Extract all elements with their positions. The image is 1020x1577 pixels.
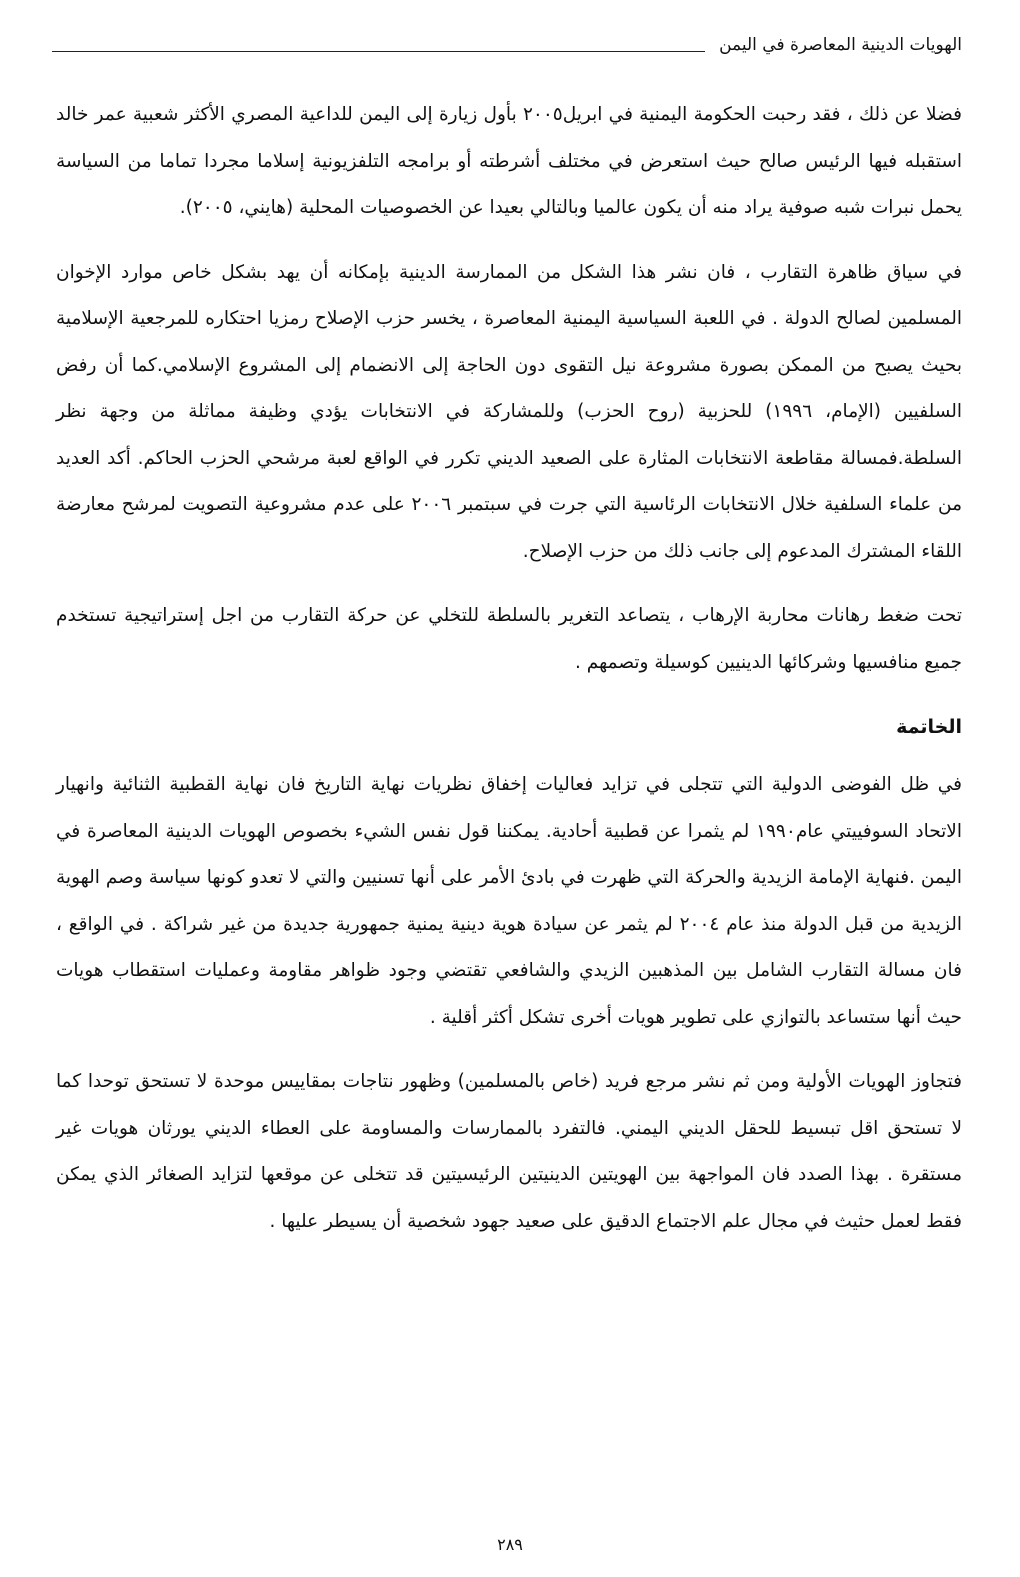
body-text: [56, 92, 962, 1263]
paragraph: في سياق ظاهرة التقارب ، فان نشر هذا الشكل من الممارسة الدينية بإمكانه أن يهد بشكل خاص موارد الإخوان المسلمين لصالح الدولة . في اللعبة السياسية اليمنية المعاصرة ، يخسر حزب الإصلاح رمزيا احتكاره للمرجعية الإسلامية بحيث يصبح من الممكن بصورة مشروعة نيل التقوى دون الحاجة إلى الانضمام إلى المشروع الإسلامي.كما أن رفض السلفيين (الإمام، ١٩٩٦) للحزبية (روح الحزب) وللمشاركة في الانتخابات يؤدي وظيفة مماثلة من وجهة نظر السلطة.فمسالة مقاطعة الانتخابات المثارة على الصعيد الديني تكرر في الواقع لعبة مرشحي الحزب الحاكم. أكد العديد من علماء السلفية خلال الانتخابات الرئاسية التي جرت في سبتمبر ٢٠٠٦ على عدم مشروعية التصويت لمرشح معارضة اللقاء المشترك المدعوم إلى جانب ذلك من حزب الإصلاح.: [56, 261, 963, 562]
section-heading-conclusion: الخاتمة: [896, 716, 962, 738]
paragraph: فضلا عن ذلك ، فقد رحبت الحكومة اليمنية في ابريل٢٠٠٥ بأول زيارة إلى اليمن للداعية المصري الأكثر شعبية عمر خالد استقبله فيها الرئيس صالح حيث استعرض في مختلف أشرطته أو برامجه التلفزيونية إسلاما مجردا تماما من السياسة يحمل نبرات شبه صوفية يراد منه أن يكون عالميا وبالتالي بعيدا عن الخصوصيات المحلية (هايني، ٢٠٠٥).: [56, 104, 962, 218]
page-number: ٢٨٩: [497, 1535, 523, 1554]
paragraph: تحت ضغط رهانات محاربة الإرهاب ، يتصاعد التغرير بالسلطة للتخلي عن حركة التقارب من اجل إستراتيجية تستخدم جميع منافسيها وشركائها الدينيين كوسيلة وتصمهم .: [56, 605, 962, 673]
header-rule: [52, 51, 705, 52]
paragraph: فتجاوز الهويات الأولية ومن ثم نشر مرجع فريد (خاص بالمسلمين) وظهور نتاجات بمقاييس موحدة لا تستحق توحدا كما لا تستحق اقل تبسيط للحقل الديني اليمني. فالتفرد بالممارسات والمساومة على العطاء الديني يورثان هويات غير مستقرة . بهذا الصدد فان المواجهة بين الهويتين الدينيتين الرئيسيتين قد تتخلى عن موقعها لتزايد الصغائر الذي يمكن فقط لعمل حثيث في مجال علم الاجتماع الدقيق على صعيد جهود شخصية أن يسيطر عليها .: [56, 1071, 962, 1232]
running-header-title: الهويات الدينية المعاصرة في اليمن: [719, 35, 962, 55]
paragraph: في ظل الفوضى الدولية التي تتجلى في تزايد فعاليات إخفاق نظريات نهاية التاريخ فان نهاية القطبية الثنائية وانهيار الاتحاد السوفييتي عام١٩٩٠ لم يثمرا عن قطبية أحادية. يمكننا قول نفس الشيء بخصوص الهويات الدينية المعاصرة في اليمن .فنهاية الإمامة الزيدية والحركة التي ظهرت في بادئ الأمر على أنها تسنيين والتي لا تعدو كونها سياسة وصم الهوية الزيدية من قبل الدولة منذ عام ٢٠٠٤ لم يثمر عن سيادة هوية دينية يمنية جمهورية جديدة من غير شراكة . في الواقع ، فان مسالة التقارب الشامل بين المذهبين الزيدي والشافعي تقتضي وجود ظواهر مقاومة وعمليات استقطاب هويات حيث أنها ستساعد بالتوازي على تطوير هويات أخرى تشكل أكثر أقلية .: [56, 774, 962, 1028]
running-header: [52, 34, 962, 56]
